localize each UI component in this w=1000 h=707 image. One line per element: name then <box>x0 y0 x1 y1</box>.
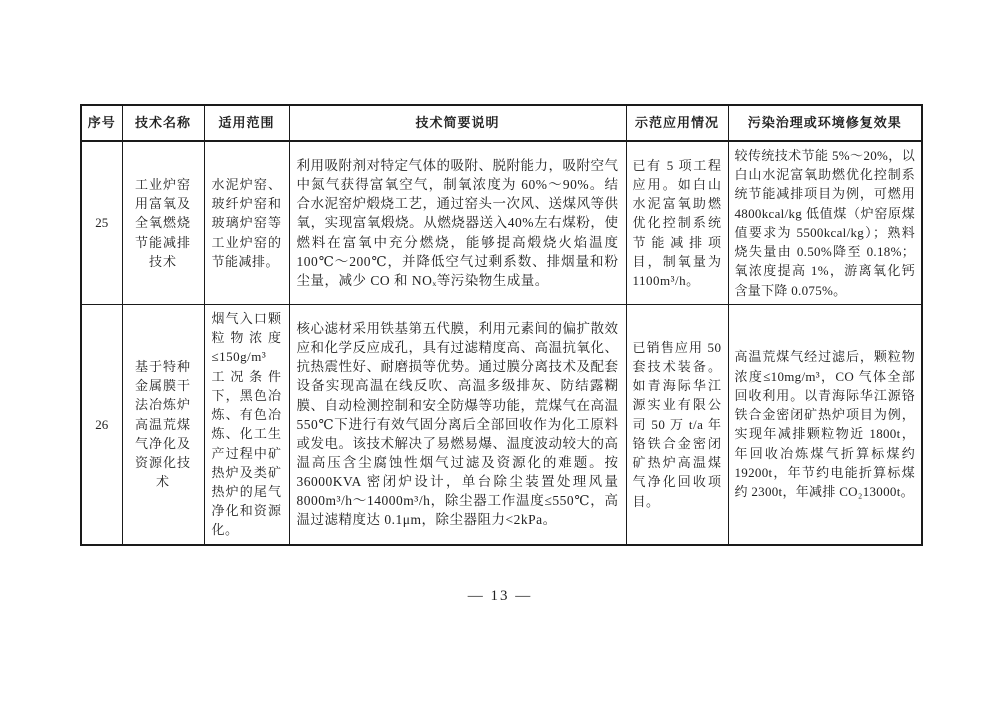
col-header-number: 序号 <box>81 105 122 141</box>
cell-number: 26 <box>81 304 122 544</box>
col-header-effect: 污染治理或环境修复效果 <box>728 105 922 141</box>
page-number: — 13 — <box>467 588 533 604</box>
col-header-description: 技术简要说明 <box>289 105 626 141</box>
cell-effect: 较传统技术节能 5%～20%，以白山水泥富氧助燃优化控制系统节能减排项目为例，可燃用4800kcal/kg 低值煤（炉窑原煤值要求为 5500kcal/kg）；熟料烧失量由 0.50%降至 0.18%；氧浓度提高 1%，游离氧化钙含量下降 0.075%。 <box>728 141 922 304</box>
table-row-26 <box>81 304 922 544</box>
cell-application: 已有 5 项工程应用。如白山水泥富氧助燃优化控制系统节能减排项目，制氧量为1100m³/h。 <box>626 141 728 304</box>
cell-application: 已销售应用 50 套技术装备。如青海际华江源实业有限公司 50 万 t/a 年铬铁合金密闭矿热炉高温煤气净化回收项目。 <box>626 304 728 544</box>
col-header-tech-name: 技术名称 <box>122 105 204 141</box>
col-header-scope: 适用范围 <box>204 105 289 141</box>
cell-description: 核心滤材采用铁基第五代膜，利用元素间的偏扩散效应和化学反应成孔，具有过滤精度高、高温抗氧化、抗热震性好、耐磨损等优势。通过膜分离技术及配套设备实现高温在线反吹、高温多级排灰、防结露糊膜、自动检测控制和安全防爆等功能，荒煤气在高温 550℃下进行有效气固分离后全部回收作为化工原料或发电。该技术解决了易燃易爆、温度波动较大的高温高压含尘腐蚀性烟气过滤及资源化的难题。按 36000KVA 密闭炉设计，单台除尘装置处理风量 8000m³/h～14000m³/h，除尘器工作温度≤550℃，高温过滤精度达 0.1μm，除尘器阻力<2kPa。 <box>289 304 626 544</box>
table-row-25 <box>81 141 922 304</box>
cell-number: 25 <box>81 141 122 304</box>
cell-scope: 烟气入口颗粒物浓度≤150g/m³ 工况条件下，黑色冶炼、有色冶炼、化工生产过程中矿热炉及类矿热炉的尾气净化和资源化。 <box>204 304 289 544</box>
cell-scope: 水泥炉窑、玻纤炉窑和玻璃炉窑等工业炉窑的节能减排。 <box>204 141 289 304</box>
technology-table <box>80 104 923 546</box>
cell-description: 利用吸附剂对特定气体的吸附、脱附能力，吸附空气中氮气获得富氧空气，制氧浓度为 60%～90%。结合水泥窑炉煅烧工艺，通过窑头一次风、送煤风等供氧，实现富氧煅烧。从燃烧器送入40%左右煤粉，使燃料在富氧中充分燃烧，能够提高煅烧火焰温度 100℃～200℃，并降低空气过剩系数、排烟量和粉尘量，减少 CO 和 NOₓ等污染物生成量。 <box>289 141 626 304</box>
cell-tech-name: 工业炉窑用富氧及全氧燃烧节能减排技术 <box>122 141 204 304</box>
cell-effect: 高温荒煤气经过滤后，颗粒物浓度≤10mg/m³，CO 气体全部回收利用。以青海际华江源铬铁合金密闭矿热炉项目为例，实现年减排颗粒物近 1800t，年回收冶炼煤气折算标煤约 19200t，年节约电能折算标煤约 2300t，年减排 CO₂13000t。 <box>728 304 922 544</box>
cell-tech-name: 基于特种金属膜干法冶炼炉高温荒煤气净化及资源化技术 <box>122 304 204 544</box>
table-header-row <box>81 105 922 141</box>
col-header-application: 示范应用情况 <box>626 105 728 141</box>
